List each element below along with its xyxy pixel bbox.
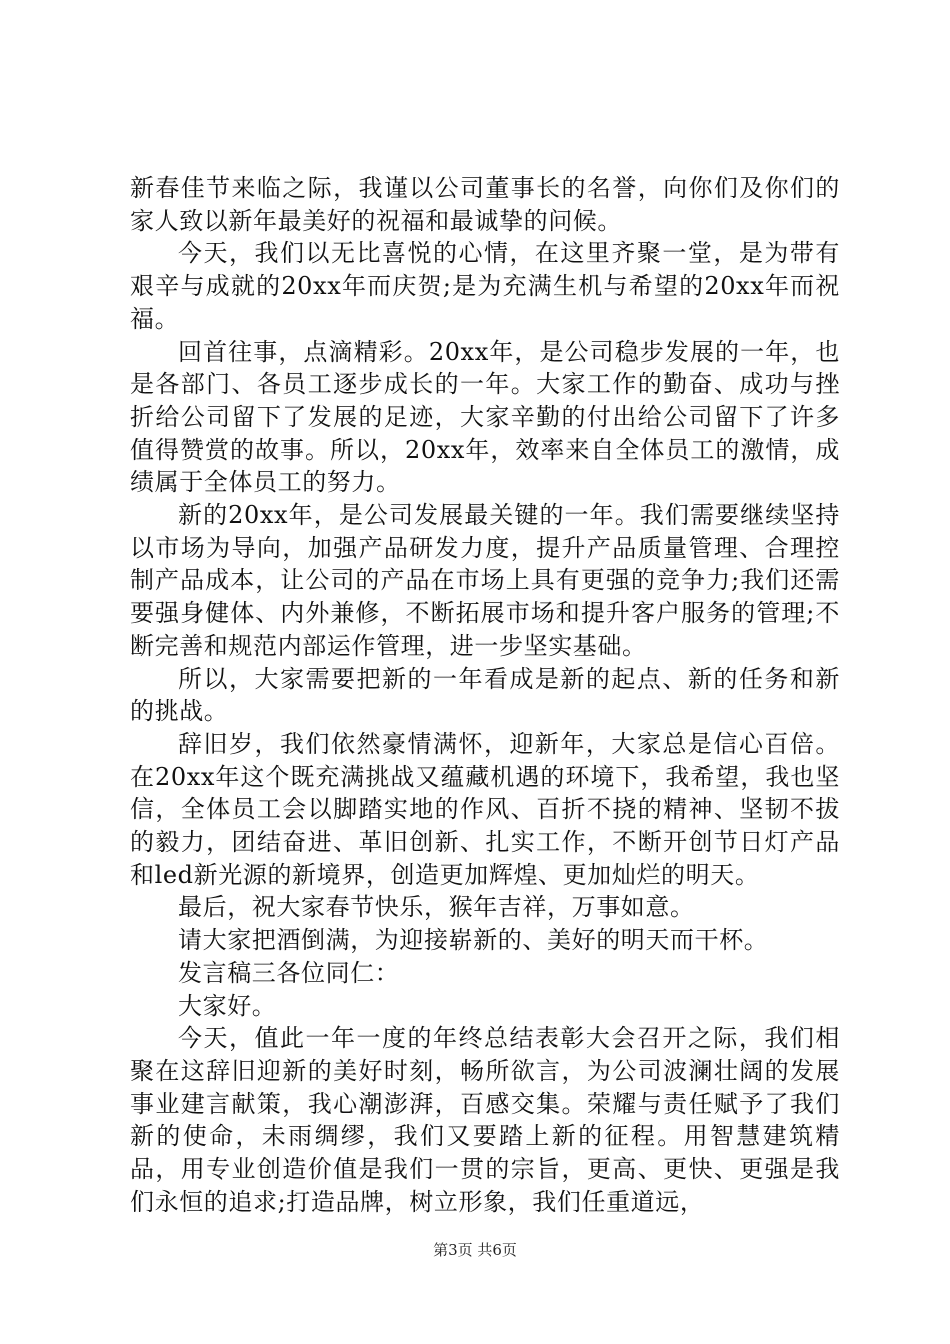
- document-body: [130, 172, 840, 1219]
- paragraph: 所以，大家需要把新的一年看成是新的起点、新的任务和新的挑战。: [130, 664, 840, 726]
- paragraph: 大家好。: [178, 991, 277, 1020]
- paragraph: 今天，我们以无比喜悦的心情，在这里齐聚一堂，是为带有艰辛与成就的20xx年而庆贺;是为充满生机与希望的20xx年而祝福。: [130, 239, 840, 333]
- paragraph: 回首往事，点滴精彩。20xx年，是公司稳步发展的一年，也是各部门、各员工逐步成长的一年。大家工作的勤奋、成功与挫折给公司留下了发展的足迹，大家辛勤的付出给公司留下了许多值得赞赏的故事。所以，20xx年，效率来自全体员工的激情，成绩属于全体员工的努力。: [130, 337, 840, 497]
- paragraph: 新的20xx年，是公司发展最关键的一年。我们需要继续坚持以市场为导向，加强产品研发力度，提升产品质量管理、合理控制产品成本，让公司的产品在市场上具有更强的竞争力;我们还需要强身健体、内外兼修，不断拓展市场和提升客户服务的管理;不断完善和规范内部运作管理，进一步坚实基础。: [130, 501, 840, 660]
- paragraph: 新春佳节来临之际，我谨以公司董事长的名誉，向你们及你们的家人致以新年最美好的祝福和最诚挚的问候。: [130, 174, 840, 235]
- paragraph: 辞旧岁，我们依然豪情满怀，迎新年，大家总是信心百倍。在20xx年这个既充满挑战又蕴藏机遇的环境下，我希望，我也坚信，全体员工会以脚踏实地的作风、百折不挠的精神、坚韧不拔的毅力，团结奋进、革旧创新、扎实工作，不断开创节日灯产品和led新光源的新境界，创造更加辉煌、更加灿烂的明天。: [130, 729, 840, 889]
- paragraph: 请大家把酒倒满，为迎接崭新的、美好的明天而干杯。: [178, 926, 769, 955]
- page-number: 第3页 共6页: [433, 1241, 517, 1259]
- paragraph: 发言稿三各位同仁：: [178, 958, 400, 987]
- paragraph: 今天，值此一年一度的年终总结表彰大会召开之际，我们相聚在这辞旧迎新的美好时刻，畅所欲言，为公司波澜壮阔的发展事业建言献策，我心潮澎湃，百感交集。荣耀与责任赋予了我们新的使命，未雨绸缪，我们又要踏上新的征程。用智慧建筑精品，用专业创造价值是我们一贯的宗旨，更高、更快、更强是我们永恒的追求;打造品牌，树立形象，我们任重道远，: [130, 1024, 840, 1216]
- paragraph: 最后，祝大家春节快乐，猴年吉祥，万事如意。: [178, 893, 695, 922]
